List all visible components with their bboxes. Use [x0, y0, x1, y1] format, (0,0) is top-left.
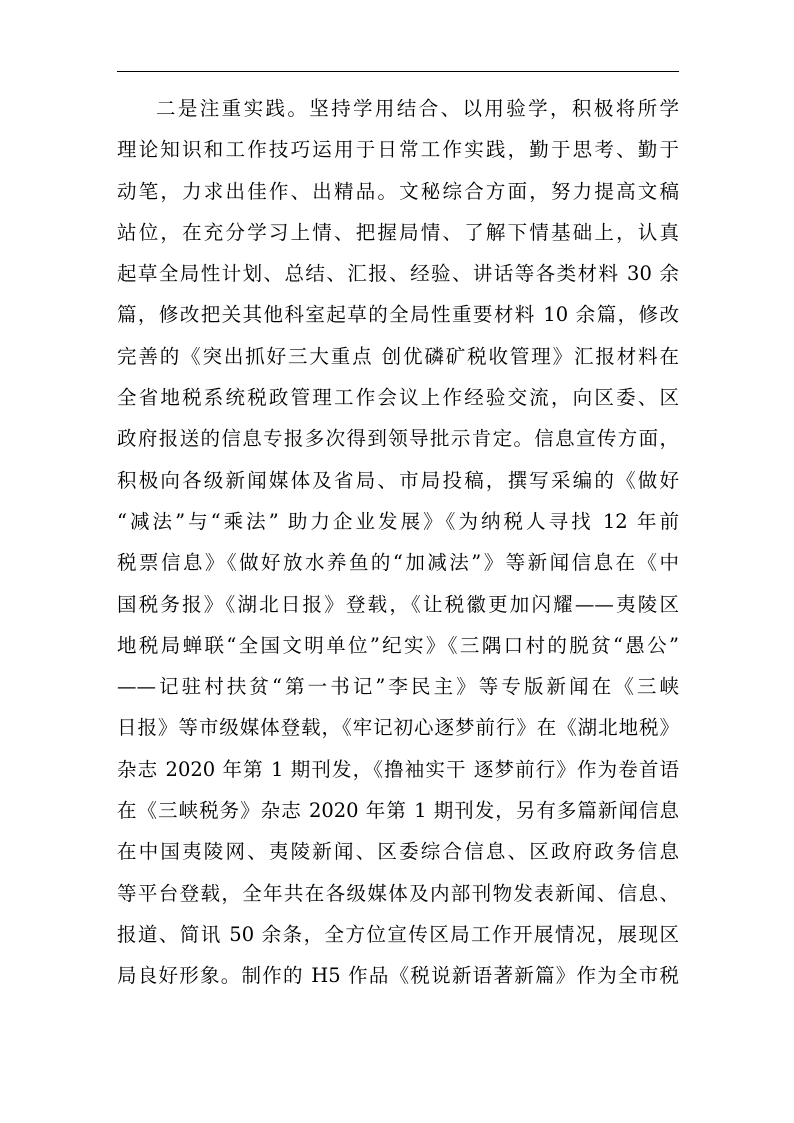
text-line: 国税务报》《湖北日报》登载，《让税徽更加闪耀——夷陵区: [117, 592, 679, 616]
text-line: 局良好形象。制作的 H5 作品《税说新语著新篇》作为全市税: [117, 964, 679, 988]
text-line: 等平台登载，全年共在各级媒体及内部刊物发表新闻、信息、: [117, 881, 679, 905]
text-line: 报道、简讯 50 余条，全方位宣传区局工作开展情况，展现区: [117, 922, 679, 946]
text-line: 在中国夷陵网、夷陵新闻、区委综合信息、区政府政务信息: [117, 840, 679, 864]
text-line: “减法”与“乘法” 助力企业发展》《为纳税人寻找 12 年前: [117, 509, 679, 533]
text-line: 积极向各级新闻媒体及省局、市局投稿，撰写采编的《做好: [117, 468, 679, 492]
text-line: 政府报送的信息专报多次得到领导批示肯定。信息宣传方面，: [117, 427, 679, 451]
text-line: 杂志 2020 年第 1 期刊发，《撸袖实干 逐梦前行》作为卷首语: [117, 757, 679, 781]
document-body: [117, 88, 679, 997]
text-line: 日报》等市级媒体登载，《牢记初心逐梦前行》在《湖北地税》: [117, 716, 679, 740]
text-line: 全省地税系统税政管理工作会议上作经验交流，向区委、区: [117, 386, 679, 410]
text-line: 完善的《突出抓好三大重点 创优磷矿税收管理》汇报材料在: [117, 344, 679, 368]
header-rule: [117, 71, 679, 72]
text-line: 动笔，力求出佳作、出精品。文秘综合方面，努力提高文稿: [117, 179, 679, 203]
text-line: 理论知识和工作技巧运用于日常工作实践，勤于思考、勤于: [117, 138, 679, 162]
text-line: 二是注重实践。坚持学用结合、以用验学，积极将所学: [156, 97, 679, 120]
text-line: 篇，修改把关其他科室起草的全局性重要材料 10 余篇，修改: [117, 303, 679, 327]
text-line: 起草全局性计划、总结、汇报、经验、讲话等各类材料 30 余: [117, 262, 679, 286]
text-line: 在《三峡税务》杂志 2020 年第 1 期刊发，另有多篇新闻信息: [117, 799, 679, 823]
text-line: ——记驻村扶贫“第一书记”李民主》等专版新闻在《三峡: [117, 675, 679, 699]
text-line: 税票信息》《做好放水养鱼的“加减法”》等新闻信息在《中: [117, 551, 679, 575]
text-line: 地税局蝉联“全国文明单位”纪实》《三隅口村的脱贫“愚公”: [117, 633, 679, 657]
text-line: 站位，在充分学习上情、把握局情、了解下情基础上，认真: [117, 220, 679, 244]
